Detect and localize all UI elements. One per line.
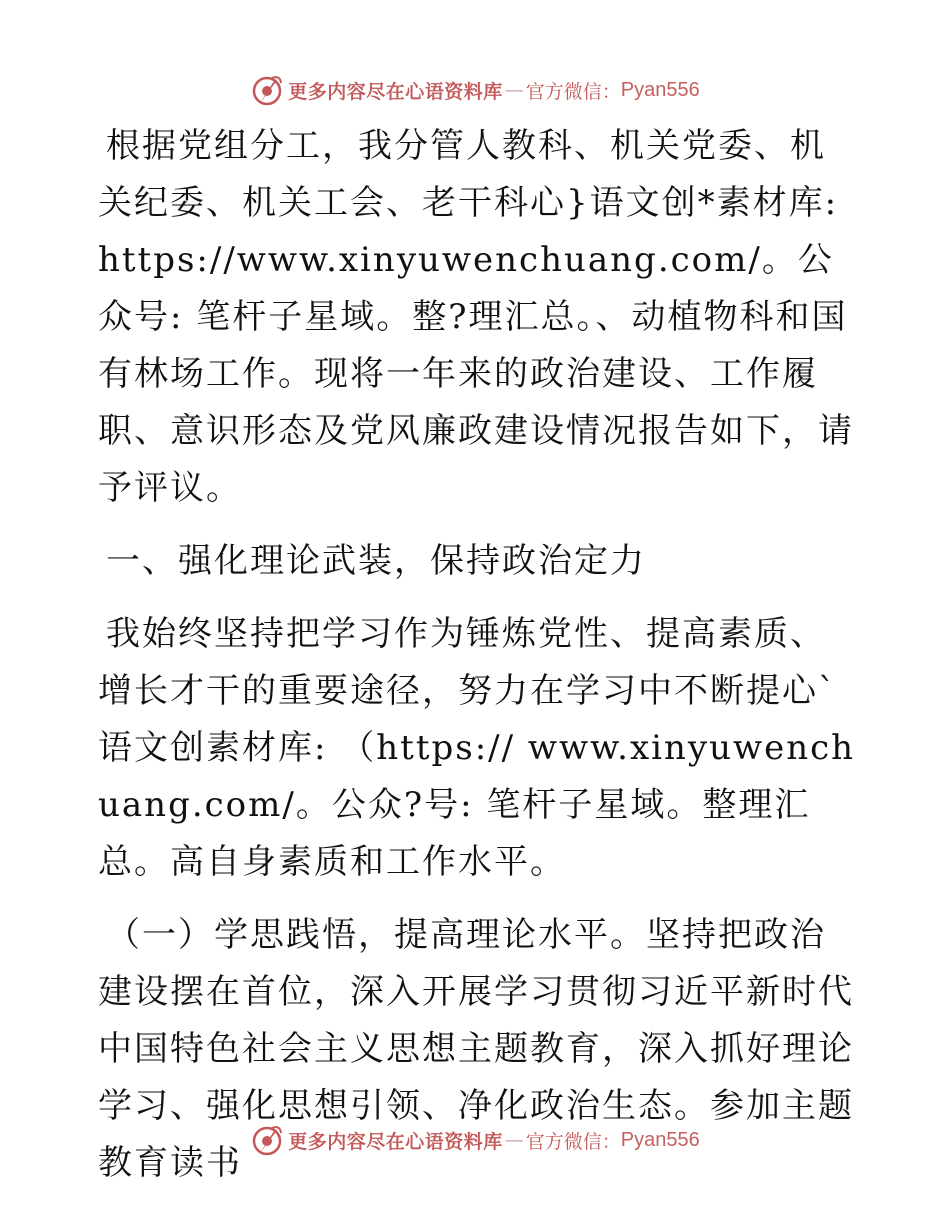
paragraph-section-1: 我始终坚持把学习作为锤炼党性、提高素质、增长才干的重要途径，努力在学习中不断提心`语文创素材库: （https:// www.xinyuwenchuang.com/。公众?号: 笔杆子星域。整理汇总。高自身素质和工作水平。 — [98, 614, 856, 882]
watermark-footer — [0, 1120, 950, 1160]
watermark-text: 更多内容尽在心语资料库 — [288, 1130, 503, 1153]
paragraph-intro: 根据党组分工，我分管人教科、机关党委、机关纪委、机关工会、老干科心}语文创*素材库: https://www.xinyuwenchuang.com/。公众号: 笔杆子星域。整?理汇总。、动植物科和国有林场工作。现将一年来的政治建设、工作履职、意识形态及党风廉政建设情况报告如下，请予评议。 — [98, 126, 854, 508]
watermark-header — [0, 70, 950, 110]
section-heading-1: 一、强化理论武装，保持政治定力 — [106, 541, 646, 581]
watermark-text: 更多内容尽在心语资料库 — [288, 80, 503, 103]
watermark-wechat-id: Pyan556 — [620, 1128, 700, 1151]
watermark-dash: — — [504, 79, 524, 101]
document-body — [98, 118, 858, 1192]
quill-logo-icon — [250, 73, 284, 107]
watermark-suffix: 官方微信： — [525, 1130, 621, 1153]
quill-logo-icon — [250, 1123, 284, 1157]
paragraph-subsection-1: （一）学思践悟，提高理论水平。坚持把政治建设摆在首位，深入开展学习贯彻习近平新时代中国特色社会主义思想主题教育，深入抓好理论学习、强化思想引领、净化政治生态。参加主题教育读书 — [98, 915, 854, 1183]
watermark-suffix: 官方微信： — [525, 80, 621, 103]
watermark-dash: — — [504, 1129, 524, 1151]
watermark-wechat-id: Pyan556 — [620, 78, 700, 101]
